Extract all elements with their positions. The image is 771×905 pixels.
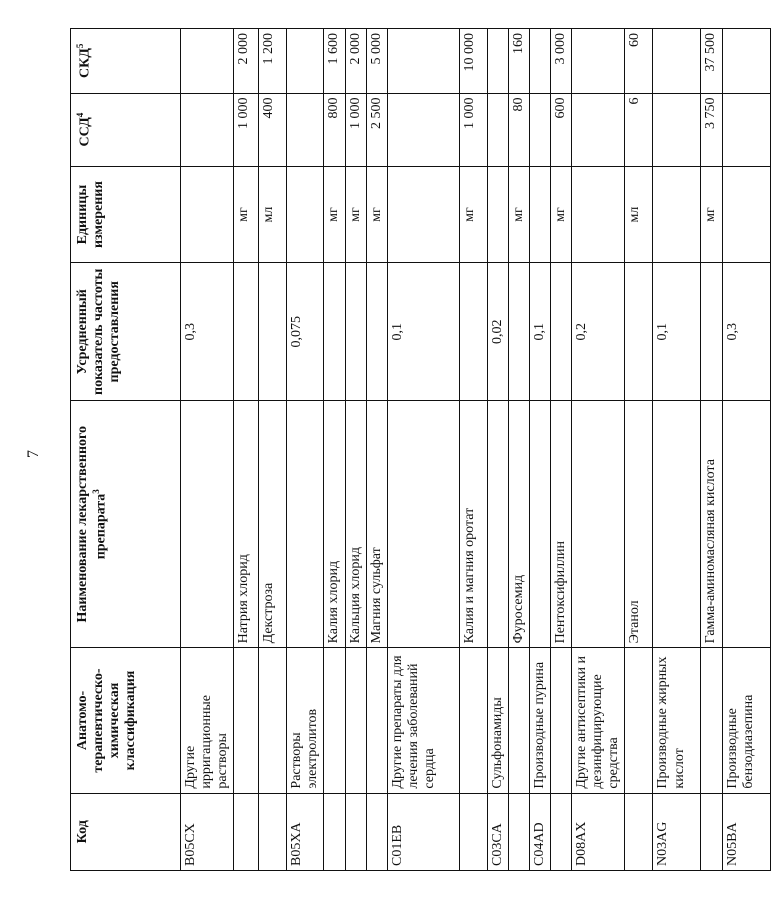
cell-freq [324, 263, 345, 401]
cell-drug [572, 401, 625, 648]
table-row [345, 29, 366, 871]
cell-drug [529, 401, 550, 648]
cell-unit: мл [259, 166, 287, 263]
cell-unit [529, 166, 550, 263]
cell-drug [653, 401, 701, 648]
cell-skd [572, 29, 625, 94]
cell-skd: 1 200 [259, 29, 287, 94]
cell-unit [387, 166, 459, 263]
cell-drug [181, 401, 234, 648]
cell-atc [701, 648, 722, 793]
cell-code [345, 793, 366, 870]
cell-skd: 160 [508, 29, 529, 94]
cell-freq [345, 263, 366, 401]
header-drug: Наименование лекарственного препарата$^3$ [71, 401, 181, 648]
table-row [259, 29, 287, 871]
cell-drug: Декстроза [259, 401, 287, 648]
cell-code [551, 793, 572, 870]
cell-ssd: 3 750 [701, 93, 722, 166]
cell-ssd: 6 [625, 93, 653, 166]
cell-code: B05CX [181, 793, 234, 870]
cell-ssd: 600 [551, 93, 572, 166]
table-row [653, 29, 701, 871]
cell-code: C03CA [487, 793, 508, 870]
cell-code [625, 793, 653, 870]
cell-atc: Другие ирригационные растворы [181, 648, 234, 793]
cell-unit: мг [551, 166, 572, 263]
cell-ssd [387, 93, 459, 166]
header-frequency: Усредненный показатель частоты предоставления [71, 263, 181, 401]
cell-ssd: 400 [259, 93, 287, 166]
cell-unit [181, 166, 234, 263]
cell-atc [234, 648, 259, 793]
cell-skd: 37 500 [701, 29, 722, 94]
header-atc: Анатомо-терапевтическо-химическая классификация [71, 648, 181, 793]
table-row [324, 29, 345, 871]
cell-drug: Пентоксифиллин [551, 401, 572, 648]
cell-ssd [529, 93, 550, 166]
cell-freq: 0,3 [181, 263, 234, 401]
drug-table [70, 28, 771, 871]
cell-ssd [287, 93, 324, 166]
cell-skd [487, 29, 508, 94]
cell-code [234, 793, 259, 870]
table-row [625, 29, 653, 871]
cell-code: B05XA [287, 793, 324, 870]
cell-skd [287, 29, 324, 94]
cell-code [459, 793, 487, 870]
cell-atc: Сульфонамиды [487, 648, 508, 793]
cell-drug [722, 401, 770, 648]
header-skd: СКД$^5$ [71, 29, 181, 94]
cell-code [324, 793, 345, 870]
cell-unit: мг [459, 166, 487, 263]
cell-code [508, 793, 529, 870]
cell-drug: Калия хлорид [324, 401, 345, 648]
table-row [234, 29, 259, 871]
cell-drug: Этанол [625, 401, 653, 648]
cell-unit [287, 166, 324, 263]
cell-unit [653, 166, 701, 263]
cell-atc: Другие антисептики и дезинфицирующие средства [572, 648, 625, 793]
cell-code [701, 793, 722, 870]
cell-atc [459, 648, 487, 793]
cell-skd: 2 000 [234, 29, 259, 94]
cell-unit: мл [625, 166, 653, 263]
table-row [701, 29, 722, 871]
cell-code: C01EB [387, 793, 459, 870]
cell-unit [487, 166, 508, 263]
cell-skd [387, 29, 459, 94]
cell-code: C04AD [529, 793, 550, 870]
cell-code: D08AX [572, 793, 625, 870]
table-row [722, 29, 770, 871]
cell-atc [259, 648, 287, 793]
cell-drug [287, 401, 324, 648]
cell-ssd [653, 93, 701, 166]
cell-skd [722, 29, 770, 94]
cell-ssd [181, 93, 234, 166]
cell-code [366, 793, 387, 870]
rotated-table-area [70, 28, 756, 871]
cell-drug: Гамма-аминомасляная кислота [701, 401, 722, 648]
cell-ssd [572, 93, 625, 166]
cell-freq [508, 263, 529, 401]
cell-ssd [487, 93, 508, 166]
table-row [387, 29, 459, 871]
cell-ssd: 80 [508, 93, 529, 166]
cell-atc: Производные пурина [529, 648, 550, 793]
cell-freq: 0,2 [572, 263, 625, 401]
cell-atc: Производные жирных кислот [653, 648, 701, 793]
table-row [508, 29, 529, 871]
cell-drug [387, 401, 459, 648]
cell-unit: мг [234, 166, 259, 263]
cell-atc: Другие препараты для лечения заболеваний сердца [387, 648, 459, 793]
cell-skd [529, 29, 550, 94]
cell-freq: 0,3 [722, 263, 770, 401]
cell-ssd: 1 000 [345, 93, 366, 166]
cell-freq [234, 263, 259, 401]
cell-atc: Производные бензодиазепина [722, 648, 770, 793]
cell-atc [324, 648, 345, 793]
header-code: Код [71, 793, 181, 870]
cell-unit: мг [508, 166, 529, 263]
cell-skd [181, 29, 234, 94]
table-row [366, 29, 387, 871]
cell-code [259, 793, 287, 870]
cell-atc [345, 648, 366, 793]
cell-freq: 0,1 [387, 263, 459, 401]
cell-unit [572, 166, 625, 263]
cell-skd: 60 [625, 29, 653, 94]
cell-drug: Калия и магния оротат [459, 401, 487, 648]
cell-freq [701, 263, 722, 401]
cell-atc [551, 648, 572, 793]
page-number: 7 [25, 450, 42, 458]
cell-unit: мг [701, 166, 722, 263]
cell-drug [487, 401, 508, 648]
cell-skd: 3 000 [551, 29, 572, 94]
cell-code: N05BA [722, 793, 770, 870]
table-row [572, 29, 625, 871]
cell-unit: мг [366, 166, 387, 263]
table-row [181, 29, 234, 871]
cell-freq [366, 263, 387, 401]
cell-skd [653, 29, 701, 94]
cell-skd: 2 000 [345, 29, 366, 94]
cell-ssd: 2 500 [366, 93, 387, 166]
cell-freq: 0,02 [487, 263, 508, 401]
cell-atc [366, 648, 387, 793]
cell-unit: мг [345, 166, 366, 263]
cell-skd: 1 600 [324, 29, 345, 94]
cell-freq [551, 263, 572, 401]
cell-unit [722, 166, 770, 263]
table-row [287, 29, 324, 871]
cell-skd: 5 000 [366, 29, 387, 94]
cell-atc [508, 648, 529, 793]
header-ssd: ССД$^4$ [71, 93, 181, 166]
header-unit: Единицы измерения [71, 166, 181, 263]
table-row [487, 29, 508, 871]
cell-drug: Фуросемид [508, 401, 529, 648]
cell-atc [625, 648, 653, 793]
table-row [551, 29, 572, 871]
cell-ssd: 1 000 [234, 93, 259, 166]
cell-ssd: 800 [324, 93, 345, 166]
cell-unit: мг [324, 166, 345, 263]
cell-freq [259, 263, 287, 401]
cell-ssd [722, 93, 770, 166]
cell-drug: Магния сульфат [366, 401, 387, 648]
cell-drug: Натрия хлорид [234, 401, 259, 648]
cell-skd: 10 000 [459, 29, 487, 94]
cell-drug: Кальция хлорид [345, 401, 366, 648]
cell-freq: 0,075 [287, 263, 324, 401]
cell-ssd: 1 000 [459, 93, 487, 166]
cell-freq [625, 263, 653, 401]
cell-freq: 0,1 [653, 263, 701, 401]
table-row [529, 29, 550, 871]
cell-freq: 0,1 [529, 263, 550, 401]
cell-freq [459, 263, 487, 401]
table-row [459, 29, 487, 871]
cell-atc: Растворы электролитов [287, 648, 324, 793]
cell-code: N03AG [653, 793, 701, 870]
header-row [71, 29, 181, 871]
